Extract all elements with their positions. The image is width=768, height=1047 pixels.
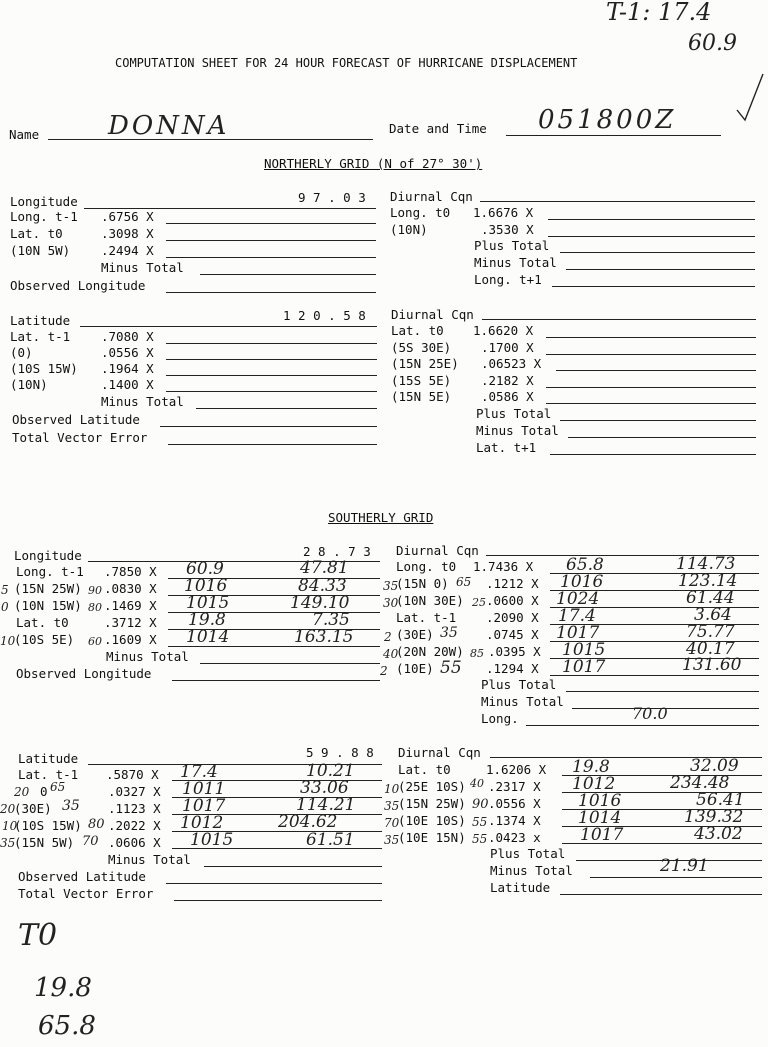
- n-longitude-label: Longitude: [10, 194, 78, 209]
- name-label: Name: [9, 127, 40, 142]
- name-value: DONNA: [108, 111, 230, 141]
- n-longitude-value: 9 7 . 0 3: [298, 190, 366, 205]
- northerly-grid-title: NORTHERLY GRID (N of 27° 30'): [264, 156, 483, 171]
- sheet-title: COMPUTATION SHEET FOR 24 HOUR FORECAST OF HURRICANE DISPLACEMENT: [115, 56, 578, 70]
- date-line: [506, 135, 721, 136]
- corner-note-line2: 60.9: [688, 31, 737, 56]
- name-line: [48, 139, 373, 140]
- s-longitude-label: Longitude: [14, 548, 82, 563]
- southerly-grid-title: SOUTHERLY GRID: [328, 510, 434, 525]
- n-latitude-label: Latitude: [10, 313, 71, 328]
- n-latitude-value: 1 2 0 . 5 8: [283, 308, 366, 323]
- date-label: Date and Time: [389, 121, 487, 136]
- corner-note-line1: T-1: 17.4: [606, 0, 712, 26]
- s-longitude-value: 2 8 . 7 3: [303, 544, 371, 559]
- date-value: 051800Z: [538, 105, 677, 135]
- check-mark-icon: [735, 72, 765, 122]
- n-lon-minus-total: Minus Total: [101, 260, 184, 275]
- computation-sheet: T-1: 17.4 60.9 COMPUTATION SHEET FOR 24 HOUR FORECAST OF HURRICANE DISPLACEMENT Name DONNA Date and Time 051800Z NORTHERLY GRID (N of 27° 30') Longitude 9 7 . 0 3 Long. t-1 .6756 X Lat. t0 .3098 X (10N 5W) .2494 X Minus Total Observed Longitude Diurnal Cqn Long. t0 1.6676 X (10N) .3530 X Plus Total Minus Total Long. t+1 Latitude 1 2 0 . 5 8 Lat. t-1 .7080 X (0) .0556 X (10S 15W) .1964 X (10N) .1400 X Minus Total Observed Latitude Total Vector Error Diurnal Cqn Lat. t0 1.6620 X (5S 30E) .1700 X (15N 25E) .06523 X (15S 5E) .2182 X (15N 5E) .0586 X Plus Total Minus Total Lat. t+1 SOUTHERLY GRID Longitude 2 8 . 7 3 Long. t-1 .7850 X 60.9 47.81 5 (15N 25W) 90 .0830 X 1016 84.33 0 (10N 15W) 80 .1469 X 1015 149.10 Lat. t0 .3712 X 19.8 7.35 10 (10S 5E) 60 .1609 X 1014 163.15 Minus Total Observed Longitude Diurnal Cqn Long. t0 1.7436 X 65.8 114.73 35 (15N 0) 65 .1212 X 1016 123.14 30 (10N 30E) 25 .0600 X 1024 61.44 Lat. t-1 .2090 X 17.4 3.64 2 (30E) 35 .0745 X 1017 75.77 40 (20N 20W) 85 .0395 X 1015 40.17 2 (10E) 55 .1294 X 1017 131.60 Plus Total Minus Total Long. 70.0 Latitude 5 9 . 8 8 Lat. t-1 .5870 X 17.4 10.21 20 0 65 .0327 X 1011 33.06 20 (30E) 35 .1123 X 1017 114.21 10 (10S 15W) 80 .2022 X 1012 204.62 35 (15N 5W) 70 .0606 X 1015 61.51 Minus Total Observed Latitude Total Vector Error Diurnal Cqn Lat. t0 1.6206 X 19.8 32.09 10 (25E 10S) 40 .2317 X 1012 234.48 35 (15N 25W) 90 .0556 X 1016 56.41 70 (10E 10S) 55 .1374 X 1014 139.32 35 (10E 15N) 55 .0423 x 1017 43.02 Plus Total Minus Total 21.91 Latitude T0 19.8 65.8: [0, 0, 768, 1047]
- s-latitude-value: 5 9 . 8 8: [306, 745, 374, 760]
- s-latitude-label: Latitude: [18, 751, 79, 766]
- n-diurnal-label: Diurnal Cqn: [390, 189, 473, 204]
- n-observed-longitude: Observed Longitude: [10, 278, 146, 293]
